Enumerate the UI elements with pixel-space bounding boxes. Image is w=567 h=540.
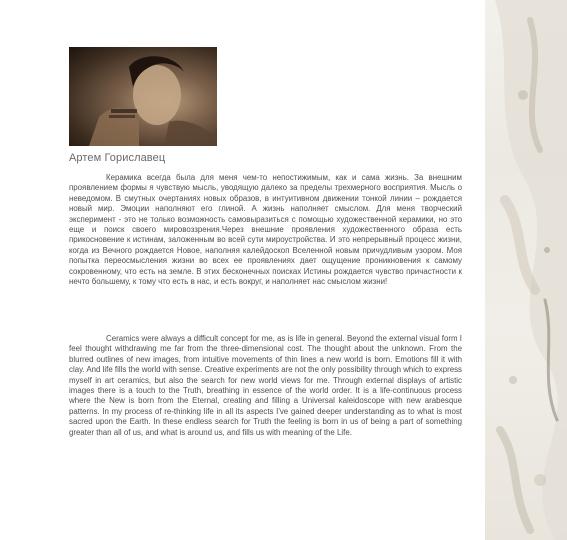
decorative-brush-strip xyxy=(485,0,567,540)
russian-paragraph: Керамика всегда была для меня чем-то непостижимым, как и сама жизнь. За внешним проявлением формы я чувствую мысль, уводящую далеко за пределы трехмерного восприятия. Мысль о неведомом. В смутных очертаниях новых образов, в интуитивном движении тонкой линии – рождается новый мир. Эмоции наполняют его глиной. А жизнь наполняет смыслом. Для меня творческий эксперимент - это не только возможность самовыразиться с помощью художественной керамики, но это еще и поиск своего мировоззрения.Через внешние проявления художественного образа есть прикосновение к истинам, заложенным во всей сути мироустройства. И это непрерывный процесс жизни, когда из Вечного рождается Новое, наполняя калейдоскоп Вселенной новым причудливым узором. Моя попытка переосмысления жизни во всех ее проявлениях дает ощущение проникновения к самому сокровенному, что есть на земле. В этих бесконечных поисках Истины рождается чувство причастности к нечто большему, к тому что есть в нас, и есть вокруг, и наполняет нас смыслом жизни! xyxy=(69,173,462,287)
author-portrait-photo xyxy=(69,47,217,146)
author-name: Артем Гориславец xyxy=(69,152,166,164)
brush-strokes-graphic xyxy=(485,0,567,540)
english-paragraph: Ceramics were always a difficult concept for me, as is life in general. Beyond the external visual form I feel thought withdrawing me far from the three-dimensional cost. The thought about the unknown. From the blurred outlines of new images, from intuitive movements of thin lines a new world is born. Emotions fill it with clay. And life fills the world with sense. Creative experiments are not the only possibility through which to express myself in art ceramics, but also the search for new world views for me. Through external displays of artistic images there is a touch to the Truth, breathing in essence of the world order. It is a life-continuous process where the New is born from the Eternal, creating and filling a Universal kaleidoscope with new arabesque patterns. In my process of re-thinking life in all its aspects I've gained deeper understanding as to what is most sacred upon the Earth. In these endless search for Truth the feeling is born in us of being a part of something greater than all of us, and what is around us, and fills us with meaning of the Life. xyxy=(69,334,462,437)
